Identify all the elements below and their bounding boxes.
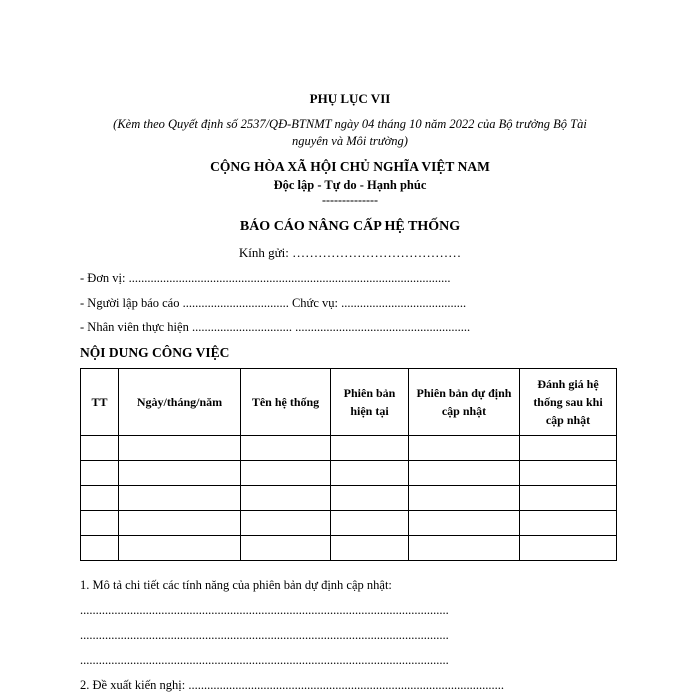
column-header-planned-version: Phiên bản dự định cập nhật [409,369,520,436]
work-table [80,368,617,561]
table-cell [241,536,331,561]
column-header-current-version: Phiên bản hiện tại [331,369,409,436]
column-header-evaluation: Đánh giá hệ thống sau khi cập nhật [520,369,617,436]
motto-separator: -------------- [322,193,378,207]
table-cell [331,536,409,561]
item1-dotted-line-3: ...................................................................................................................... [80,653,449,667]
table-cell [520,436,617,461]
table-cell [119,436,241,461]
table-cell [331,486,409,511]
table-row [81,511,617,536]
table-cell [81,511,119,536]
table-cell [241,486,331,511]
table-cell [241,436,331,461]
table-cell [520,461,617,486]
report-title: BÁO CÁO NÂNG CẤP HỆ THỐNG [239,219,461,234]
reporter-field: - Người lập báo cáo .................................. Chức vụ: ........................................ [80,296,467,310]
table-cell [81,536,119,561]
unit-field: - Đơn vị: ....................................................................................................... [80,271,451,285]
table-cell [331,461,409,486]
appendix-title: PHỤ LỤC VII [309,91,391,106]
table-cell [520,486,617,511]
attachment-note-line2: nguyên và Môi trường) [292,134,408,148]
staff-field: - Nhân viên thực hiện ................................ ........................................................ [80,320,471,334]
table-cell [119,461,241,486]
table-cell [81,436,119,461]
table-cell [331,511,409,536]
column-header-date: Ngày/tháng/năm [119,369,241,436]
item2-proposal-label: 2. Đề xuất kiến nghị: ..................................................................................................... [80,678,504,692]
table-cell [409,436,520,461]
table-cell [409,511,520,536]
table-row [81,461,617,486]
table-cell [119,536,241,561]
national-motto: Độc lập - Tự do - Hạnh phúc [273,178,427,192]
table-row [81,436,617,461]
table-header-row [81,369,617,436]
attachment-note-line1: (Kèm theo Quyết định số 2537/QĐ-BTNMT ngày 04 tháng 10 năm 2022 của Bộ trưởng Bộ Tài [113,117,587,131]
item1-dotted-line-1: ...................................................................................................................... [80,603,449,617]
table-cell [409,486,520,511]
column-header-tt: TT [81,369,119,436]
item1-description-label: 1. Mô tả chi tiết các tính năng của phiên bản dự định cập nhật: [80,578,392,592]
table-row [81,536,617,561]
column-header-system-name: Tên hệ thống [241,369,331,436]
table-cell [520,511,617,536]
table-cell [241,511,331,536]
country-name: CỘNG HÒA XÃ HỘI CHỦ NGHĨA VIỆT NAM [210,159,490,174]
table-cell [119,511,241,536]
table-cell [409,536,520,561]
table-cell [119,486,241,511]
table-cell [331,436,409,461]
addressee-line: Kính gửi: ………………………………… [238,245,462,260]
table-cell [520,536,617,561]
table-cell [409,461,520,486]
section-title: NỘI DUNG CÔNG VIỆC [80,345,230,360]
item1-dotted-line-2: ...................................................................................................................... [80,628,449,642]
table-cell [81,461,119,486]
table-row [81,486,617,511]
table-cell [241,461,331,486]
table-cell [81,486,119,511]
